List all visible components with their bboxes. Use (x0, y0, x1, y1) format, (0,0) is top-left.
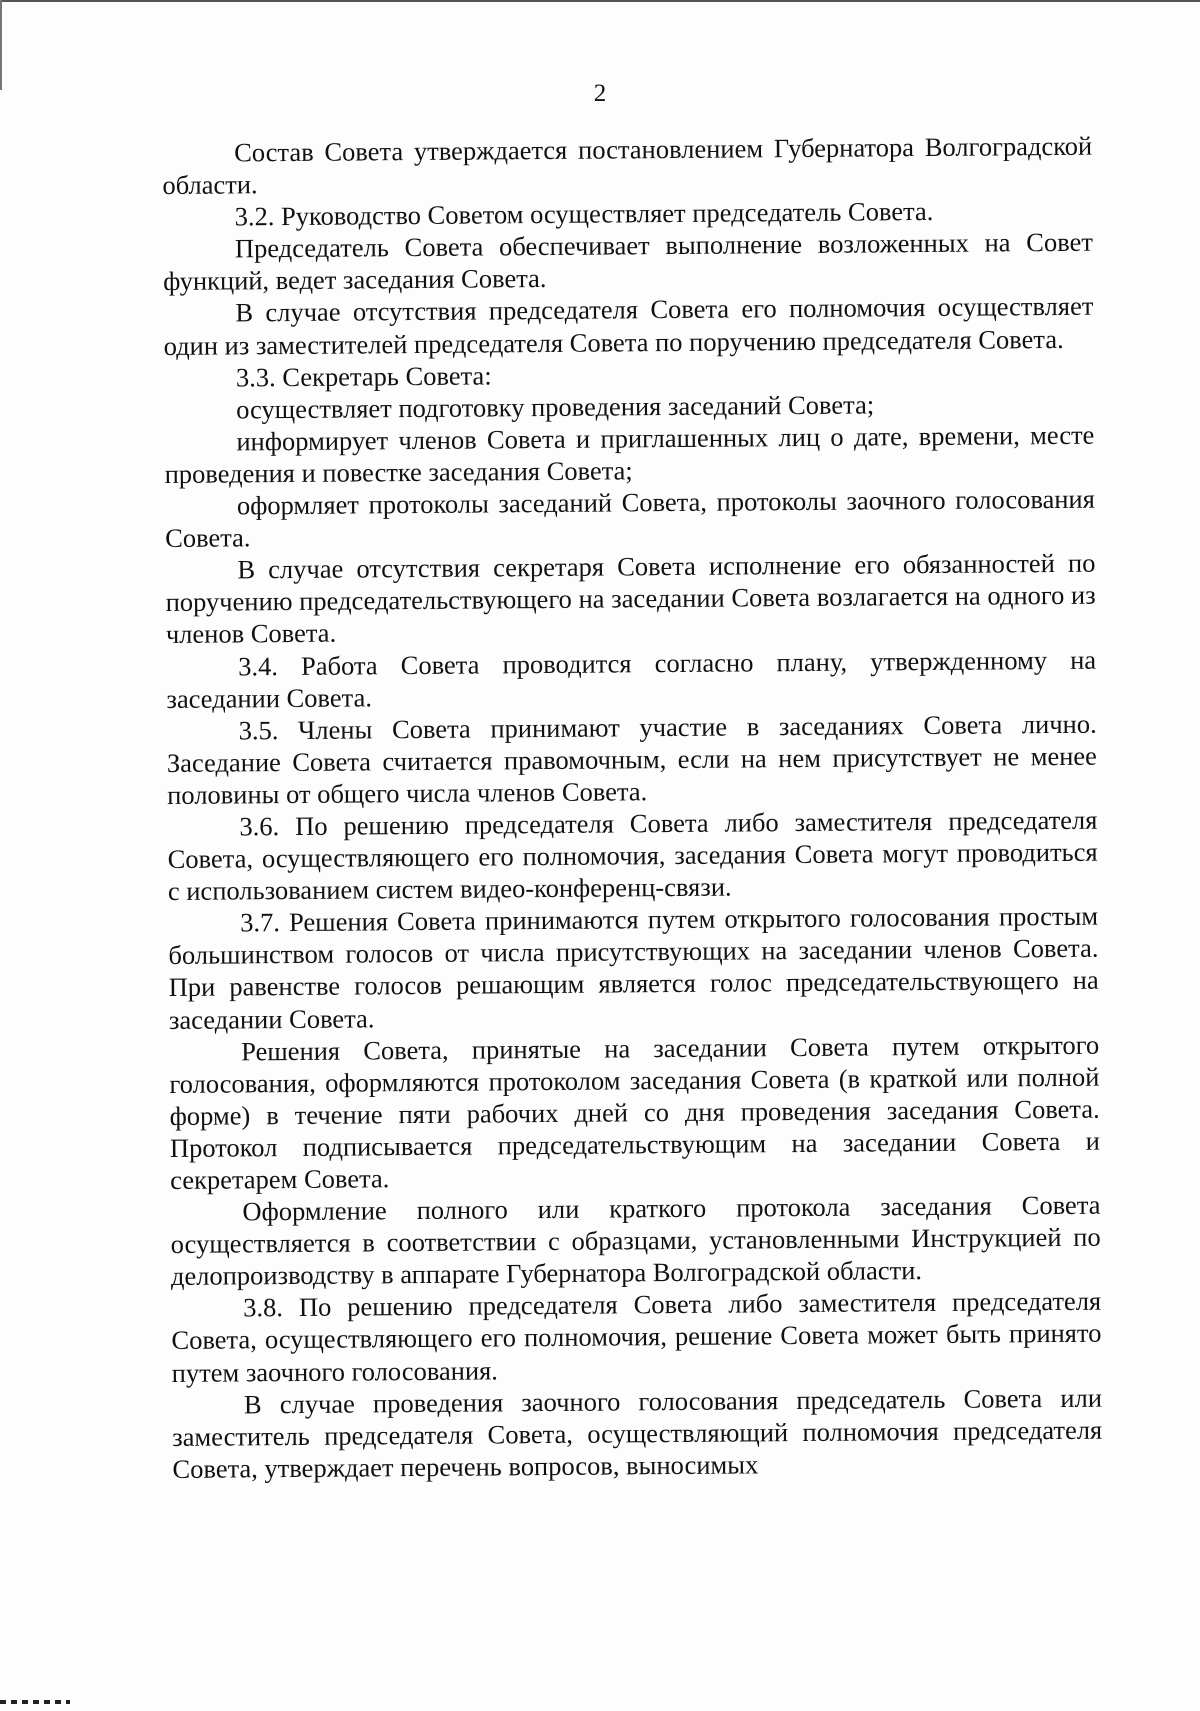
paragraph: В случае проведения заочного голосования председатель Совета или заместитель председателя Совета, осуществляющий полномочия председателя Совета, утверждает перечень вопросов, выносимых (172, 1382, 1103, 1484)
paragraph: В случае отсутствия секретаря Совета исполнение его обязанностей по поручению председательствующего на заседании Совета возлагается на одного из членов Совета. (165, 547, 1096, 650)
paragraph: 3.5. Члены Совета принимают участие в заседаниях Совета лично. Заседание Совета считается правомочным, если на нем присутствует не менее половины от общего числа членов Совета. (166, 708, 1098, 810)
paragraph: 3.8. По решению председателя Совета либо заместителя председателя Совета, осуществляющего его полномочия, решение Совета может быть принято путем заочного голосования. (171, 1286, 1102, 1388)
paragraph: 3.7. Решения Совета принимаются путем открытого голосования простым большинством голосов от числа присутствующих на заседании членов Совета. При равенстве голосов решающим является голос председательствующего на заседании Совета. (168, 900, 1099, 1035)
paragraph: 3.4. Работа Совета проводится согласно плану, утвержденному на заседании Совета. (166, 644, 1097, 714)
page-number: 2 (593, 80, 607, 107)
paragraph: Решения Совета, принятые на заседании Совета путем открытого голосования, оформляются протоколом заседания Совета (в краткой или полной форме) в течение пяти рабочих дней со дня проведения заседания Совета. Протокол подписывается председательствующим на заседании Совета и секретарем Совета. (169, 1029, 1101, 1195)
paragraph: 3.3. Секретарь Совета: (235, 360, 492, 393)
paragraph: Оформление полного или краткого протокола заседания Совета осуществляется в соответствии с образцами, установленными Инструкцией по делопроизводству в аппарате Губернатора Волгоградской области. (170, 1189, 1101, 1292)
paragraph: В случае отсутствия председателя Совета его полномочия осуществляет один из заместителей председателя Совета по поручению председателя Совета. (163, 291, 1094, 361)
paragraph: 3.6. По решению председателя Совета либо заместителя председателя Совета, осуществляющего его полномочия, заседания Совета могут проводиться с использованием систем видео-конференц-связи. (167, 804, 1098, 907)
paragraph: информирует членов Совета и приглашенных лиц о дате, времени, месте проведения и повестке заседания Совета; (164, 419, 1095, 489)
scan-artifact-bottom (0, 1700, 70, 1704)
paragraph: осуществляет подготовку проведения заседаний Совета; (236, 389, 875, 425)
scan-edge-left (0, 0, 2, 90)
paragraph: Состав Совета утверждается постановлением Губернатора Волгоградской области. (162, 130, 1093, 201)
paragraph: 3.2. Руководство Советом осуществляет председатель Совета. (234, 196, 934, 232)
paragraph: Председатель Совета обеспечивает выполнение возложенных на Совет функций, ведет заседания Совета. (163, 226, 1093, 297)
document-body (162, 130, 1103, 1485)
paragraph: оформляет протоколы заседаний Совета, протоколы заочного голосования Совета. (165, 483, 1095, 554)
scan-edge-top (0, 0, 1200, 2)
